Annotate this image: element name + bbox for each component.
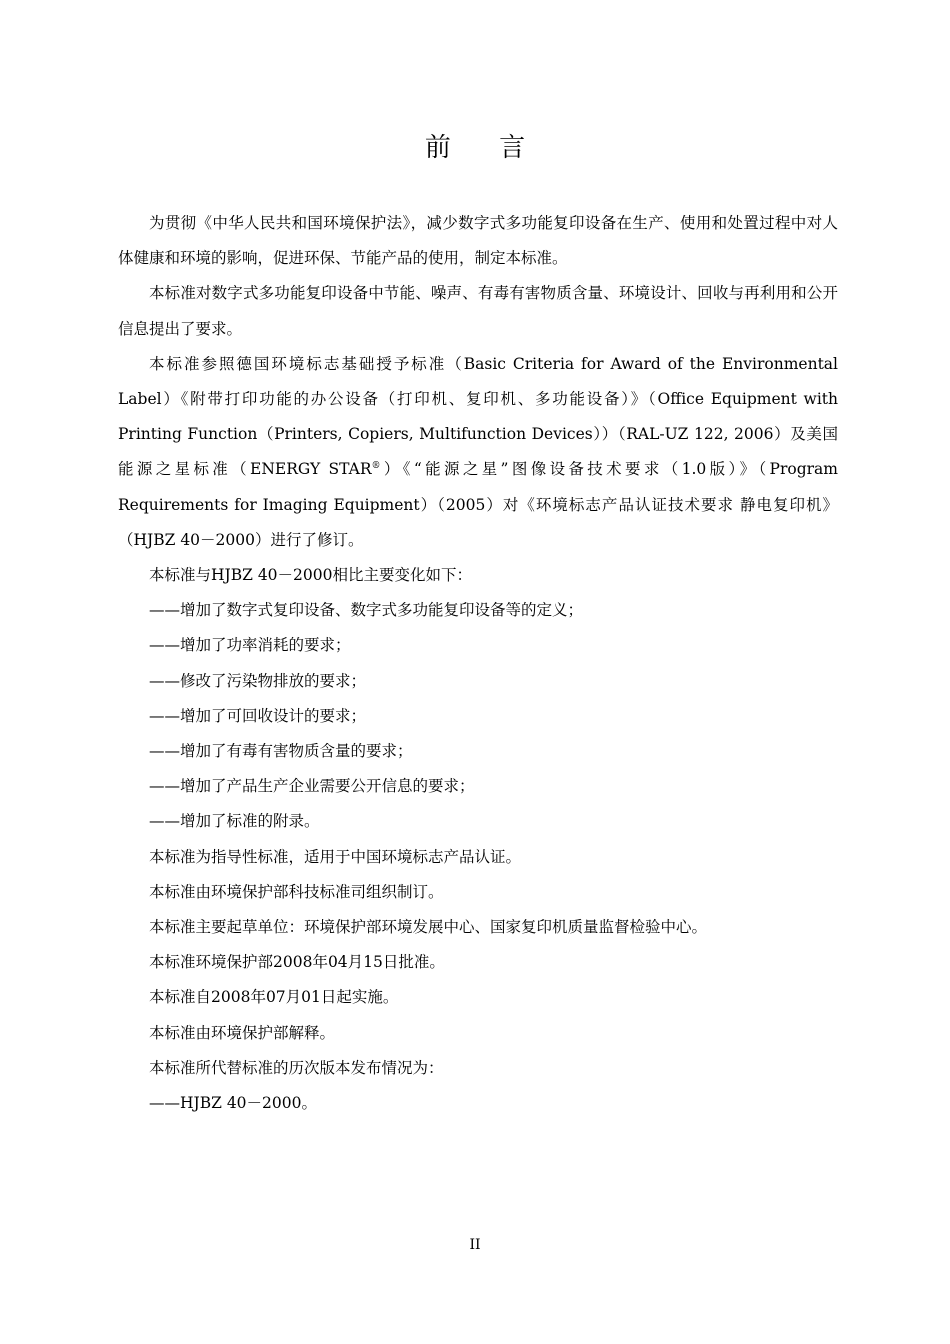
references-text-part-1: 本标准参照德国环境标志基础授予标准（Basic Criteria for Award of the Environmental Label）《附带打印功能的办公设备（打印机、复印机、多功能设备）》（Office Equipment with Printing Function（Printers, Copiers, Multifunction Devices））（RAL-UZ 122, 2006）及美国能源之星标准（ENERGY STAR <box>118 354 838 479</box>
changes-intro: 本标准与HJBZ 40－2000相比主要变化如下： <box>149 566 472 585</box>
paragraph-effective-date: 本标准自2008年07月01日起实施。 <box>149 988 399 1007</box>
references-text-part-2: ）《“能源之星”图像设备技术要求（1.0版）》（Program Requirements for Imaging Equipment）（2005）对《环境标志产品认证技术要求 静电复印机》（HJBZ 40－2000）进行了修订。 <box>118 460 838 549</box>
change-item: ——修改了污染物排放的要求； <box>149 671 367 690</box>
paragraph-organizer: 本标准由环境保护部科技标准司组织制订。 <box>149 882 444 901</box>
replaced-version-item: ——HJBZ 40－2000。 <box>149 1094 317 1113</box>
paragraph-approval-date: 本标准环境保护部2008年04月15日批准。 <box>149 953 445 972</box>
change-item: ——增加了可回收设计的要求； <box>149 706 367 725</box>
page-number: II <box>469 1237 481 1253</box>
paragraph-drafters: 本标准主要起草单位：环境保护部环境发展中心、国家复印机质量监督检验中心。 <box>149 918 708 937</box>
page-title: 前 言 <box>424 133 546 163</box>
paragraph-applicability: 本标准为指导性标准，适用于中国环境标志产品认证。 <box>149 847 522 866</box>
paragraph-references <box>118 347 838 558</box>
paragraph-scope: 本标准对数字式多功能复印设备中节能、噪声、有毒有害物质含量、环境设计、回收与再利用和公开信息提出了要求。 <box>118 284 838 338</box>
change-item: ——增加了功率消耗的要求； <box>149 636 351 655</box>
change-item: ——增加了数字式复印设备、数字式多功能复印设备等的定义； <box>149 601 584 620</box>
document-body <box>118 206 838 1121</box>
paragraph-purpose: 为贯彻《中华人民共和国环境保护法》，减少数字式多功能复印设备在生产、使用和处置过程中对人体健康和环境的影响，促进环保、节能产品的使用，制定本标准。 <box>118 214 838 268</box>
change-item: ——增加了有毒有害物质含量的要求； <box>149 742 413 761</box>
paragraph-replaced-intro: 本标准所代替标准的历次版本发布情况为： <box>149 1058 444 1077</box>
paragraph-interpretation: 本标准由环境保护部解释。 <box>149 1023 336 1042</box>
change-item: ——增加了产品生产企业需要公开信息的要求； <box>149 777 475 796</box>
change-item: ——增加了标准的附录。 <box>149 812 320 831</box>
registered-mark: ® <box>371 461 381 472</box>
